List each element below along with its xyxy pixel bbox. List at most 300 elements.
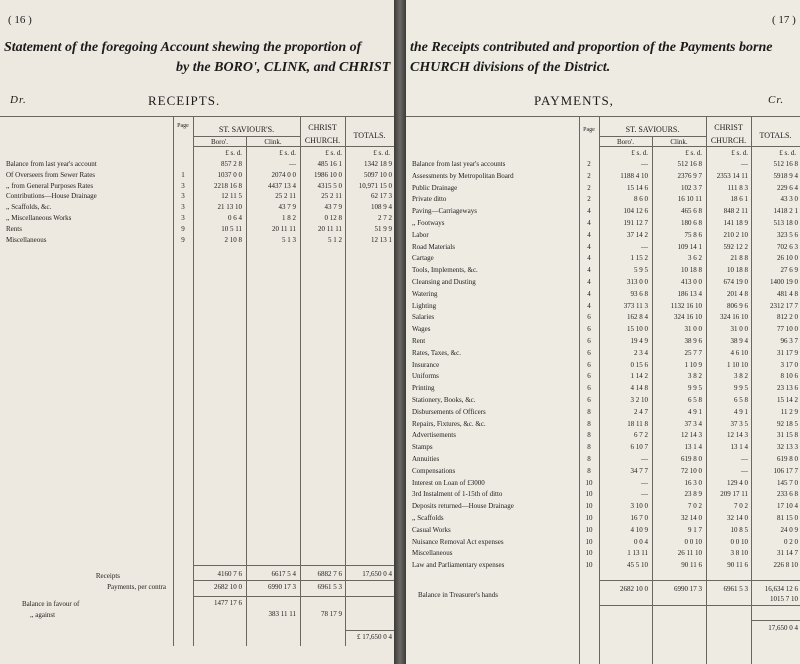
cell-boro: 191 12 7 xyxy=(623,219,648,227)
totals-clink: 6990 17 3 xyxy=(674,585,702,593)
against-clink: 383 11 11 xyxy=(268,610,296,618)
cell-total: 96 3 7 xyxy=(780,337,798,345)
cell-total: 43 3 0 xyxy=(780,195,798,204)
cell-christ: 90 11 6 xyxy=(727,561,748,570)
cell-label: Wages xyxy=(412,325,431,334)
page-col-header: Page xyxy=(177,123,189,129)
rule xyxy=(193,596,394,597)
cell-page: 9 xyxy=(181,224,185,233)
final-total-left: £ 17,650 0 4 xyxy=(357,633,392,641)
cell-page: 1 xyxy=(181,170,185,179)
cell-boro: — xyxy=(641,490,648,499)
cell-christ: 141 18 9 xyxy=(723,219,748,227)
cell-christ: 18 6 1 xyxy=(730,195,748,204)
cell-christ: — xyxy=(741,455,748,463)
cell-label: 3rd Instalment of 1-15th of ditto xyxy=(412,490,503,499)
cell-boro: 2218 16 8 xyxy=(214,181,242,190)
cell-page: 6 xyxy=(587,360,591,369)
cell-clink: 7 0 2 xyxy=(688,502,702,511)
cell-label: Stamps xyxy=(412,443,433,452)
cell-clink: 23 8 9 xyxy=(684,490,702,499)
cell-clink: — xyxy=(289,160,296,168)
lsd-header: £ s. d. xyxy=(325,149,342,157)
cell-boro: 1037 0 0 xyxy=(217,170,242,179)
cell-clink: 43 7 9 xyxy=(278,203,296,212)
right-page xyxy=(406,0,800,664)
cell-christ: — xyxy=(741,466,748,475)
cell-clink: 4 9 1 xyxy=(688,407,702,416)
cell-total: 1400 19 0 xyxy=(770,278,798,286)
cell-boro: 15 14 6 xyxy=(627,183,648,192)
cell-christ: 32 14 0 xyxy=(727,514,748,522)
cell-clink: 16 10 11 xyxy=(677,195,702,204)
cell-clink: 1132 16 10 xyxy=(670,301,702,310)
cell-boro: 1 13 11 xyxy=(627,549,648,558)
cell-boro: 15 10 0 xyxy=(627,325,648,334)
cell-total: 5097 10 0 xyxy=(364,170,392,179)
cell-christ: 25 2 11 xyxy=(321,192,342,201)
cell-label: Private ditto xyxy=(412,195,447,204)
cell-christ: 210 2 10 xyxy=(723,230,748,239)
cell-christ: 806 9 6 xyxy=(727,301,748,310)
cell-christ: 10 18 8 xyxy=(727,266,748,275)
clink-header: Clink. xyxy=(264,138,282,146)
cell-boro: 857 2 8 xyxy=(221,160,242,168)
boro-header: Boro'. xyxy=(616,138,634,146)
cell-page: 4 xyxy=(587,219,591,227)
cell-christ: 9 9 5 xyxy=(734,384,748,393)
cell-clink: 25 2 11 xyxy=(275,192,296,201)
cell-boro: — xyxy=(641,478,648,487)
cell-clink: 12 14 3 xyxy=(681,431,702,440)
cell-clink: 619 8 0 xyxy=(681,455,702,463)
cell-total: 51 9 9 xyxy=(374,224,392,233)
book-gutter xyxy=(394,0,406,664)
cell-page: 6 xyxy=(587,348,591,357)
cell-label: Tools, Implements, &c. xyxy=(412,266,478,275)
cell-total: 5918 9 4 xyxy=(773,171,798,180)
cell-boro: 1188 4 10 xyxy=(620,171,648,180)
clink-header: Clink. xyxy=(670,138,688,146)
boro-header: Boro'. xyxy=(210,138,228,146)
title-line-1-right: the Receipts contributed and proportion of the Payments borne xyxy=(410,40,773,55)
cell-christ: 3 8 10 xyxy=(730,549,748,558)
cell-total: 0 2 0 xyxy=(784,537,798,546)
cell-clink: 4437 13 4 xyxy=(268,181,296,190)
cell-total: 812 2 0 xyxy=(777,313,798,322)
st-saviours-header: ST. SAVIOURS. xyxy=(625,125,680,134)
cell-page: 8 xyxy=(587,443,591,452)
cell-label: ,, Scaffolds xyxy=(412,514,444,522)
cell-boro: 0 15 6 xyxy=(630,360,648,369)
payments-label: Payments, per contra xyxy=(107,583,166,591)
cell-page: 8 xyxy=(587,407,591,416)
title-line-2-right: CHURCH divisions of the District. xyxy=(410,60,611,75)
cell-boro: 34 7 7 xyxy=(630,466,648,475)
cell-christ: 1986 10 0 xyxy=(314,170,342,179)
dr-label: Dr. xyxy=(10,94,27,106)
cell-total: 24 0 9 xyxy=(780,525,798,534)
cell-clink: 186 13 4 xyxy=(677,289,702,298)
cell-clink: 72 10 0 xyxy=(681,466,702,475)
cell-total: 106 17 7 xyxy=(773,466,798,475)
cell-boro: 12 11 5 xyxy=(221,192,242,201)
rule xyxy=(193,580,394,581)
cell-page: 6 xyxy=(587,396,591,404)
cell-total: 512 16 8 xyxy=(773,160,798,168)
rule xyxy=(345,630,394,631)
cell-label: Cartage xyxy=(412,254,434,263)
cell-boro: — xyxy=(641,455,648,463)
cell-christ: 592 12 2 xyxy=(723,242,748,251)
cell-total: 323 5 6 xyxy=(777,230,798,239)
cell-label: Balance from last year's account xyxy=(6,160,97,168)
cell-total: 8 10 6 xyxy=(780,372,798,381)
cell-clink: 6 5 8 xyxy=(688,396,702,404)
cell-boro: — xyxy=(641,160,648,168)
cell-total: 11 2 9 xyxy=(780,407,798,416)
cell-label: Law and Parliamentary expenses xyxy=(412,561,505,570)
lsd-header: £ s. d. xyxy=(731,149,748,157)
cell-clink: 180 6 8 xyxy=(681,219,702,227)
totals-boro: 2682 10 0 xyxy=(620,585,648,593)
cell-label: Cleansing and Dusting xyxy=(412,278,476,286)
cell-label: Miscellaneous xyxy=(6,235,47,244)
cell-total: 31 17 9 xyxy=(777,348,798,357)
cell-label: Public Drainage xyxy=(412,183,458,192)
cell-boro: 1 15 2 xyxy=(630,254,648,263)
cell-boro: 2 4 7 xyxy=(634,407,648,416)
cell-boro: — xyxy=(641,242,648,251)
cell-christ: 209 17 11 xyxy=(720,490,748,499)
cell-christ: 6 5 8 xyxy=(734,396,748,404)
cell-boro: 37 14 2 xyxy=(627,230,648,239)
payments-boro: 2682 10 0 xyxy=(214,583,242,591)
cell-clink: 90 11 6 xyxy=(681,561,702,570)
cell-total: 233 6 8 xyxy=(777,490,798,499)
cell-boro: 313 0 0 xyxy=(627,278,648,286)
cell-total: 23 13 6 xyxy=(777,384,798,393)
cell-label: Assessments by Metropolitan Board xyxy=(412,171,514,180)
cell-clink: 1 8 2 xyxy=(282,214,296,222)
cell-clink: 3 8 2 xyxy=(688,372,702,381)
page-number-right: ( 17 ) xyxy=(772,14,796,26)
cell-label: Of Overseers from Sewer Rates xyxy=(6,170,96,179)
lsd-header: £ s. d. xyxy=(279,149,296,157)
cell-label: Insurance xyxy=(412,360,440,369)
cell-page: 10 xyxy=(585,525,593,534)
cell-christ: 10 8 5 xyxy=(730,525,748,534)
cell-christ: 324 16 10 xyxy=(720,313,748,322)
church-header: CHURCH. xyxy=(710,136,747,145)
cell-total: 3 17 0 xyxy=(780,360,798,369)
cell-label: Stationery, Books, &c. xyxy=(412,396,476,404)
cell-christ: 129 4 0 xyxy=(727,478,748,487)
cell-clink: 13 1 4 xyxy=(684,443,702,452)
cell-clink: 1 10 9 xyxy=(684,360,702,369)
church-header: CHURCH. xyxy=(304,136,341,145)
cell-label: ,, Scaffolds, &c. xyxy=(6,203,52,212)
cell-christ: 2353 14 11 xyxy=(716,171,748,180)
rule xyxy=(406,116,800,117)
cell-page: 10 xyxy=(585,537,593,546)
rule xyxy=(751,620,800,621)
st-saviours-header: ST. SAVIOUR'S. xyxy=(218,125,275,134)
cell-clink: 2074 0 0 xyxy=(271,170,296,179)
receipts-clink: 6617 5 4 xyxy=(271,570,296,578)
cell-page: 4 xyxy=(587,301,591,310)
against-christ: 78 17 9 xyxy=(321,610,342,618)
cell-page: 8 xyxy=(587,419,591,428)
cell-christ: 485 16 1 xyxy=(317,160,342,168)
cell-boro: 16 7 0 xyxy=(630,514,648,522)
cell-label: Rates, Taxes, &c. xyxy=(412,348,461,357)
cell-christ: 111 8 3 xyxy=(727,183,748,192)
cell-christ: 4 9 1 xyxy=(734,407,748,416)
cell-label: Labor xyxy=(412,230,429,239)
cell-total: 2 7 2 xyxy=(378,214,392,222)
cell-page: 8 xyxy=(587,431,591,440)
title-line-1-left: Statement of the foregoing Account shewing the proportion of xyxy=(4,40,362,55)
lsd-header: £ s. d. xyxy=(685,149,702,157)
lsd-header: £ s. d. xyxy=(373,149,390,157)
cell-christ: 20 11 11 xyxy=(318,224,342,233)
rule xyxy=(0,116,394,117)
cell-clink: 31 0 0 xyxy=(684,325,702,334)
totals-header: TOTALS. xyxy=(759,131,792,140)
cell-clink: 413 0 0 xyxy=(681,278,702,286)
cell-total: 108 9 4 xyxy=(371,203,392,212)
totals-christ: 6961 5 3 xyxy=(723,585,748,593)
favour-boro: 1477 17 6 xyxy=(214,599,242,607)
cell-total: 26 10 0 xyxy=(777,254,798,263)
cell-boro: 6 7 2 xyxy=(634,431,648,440)
cell-boro: 2 10 8 xyxy=(224,235,242,244)
cell-page: 2 xyxy=(587,183,591,192)
cell-clink: 37 3 4 xyxy=(684,419,702,428)
cell-total: 81 15 0 xyxy=(777,514,798,522)
cell-label: Printing xyxy=(412,384,435,393)
cell-boro: 21 13 10 xyxy=(217,203,242,212)
cell-clink: 0 0 10 xyxy=(684,537,702,546)
cell-page: 3 xyxy=(181,181,185,190)
cell-boro: 5 9 5 xyxy=(634,266,648,275)
balance-favour-label: Balance in favour of xyxy=(22,600,80,608)
cell-boro: 8 6 0 xyxy=(634,195,648,204)
lsd-header: £ s. d. xyxy=(779,149,796,157)
cell-label: Interest on Loan of £3000 xyxy=(412,478,485,487)
receipts-total: 17,650 0 4 xyxy=(362,570,392,578)
cell-label: Disbursements of Officers xyxy=(412,407,486,416)
cell-page: 4 xyxy=(587,254,591,263)
cell-clink: 2376 9 7 xyxy=(677,171,702,180)
cell-clink: 465 6 8 xyxy=(681,207,702,216)
cell-total: 481 4 8 xyxy=(777,289,798,298)
cell-clink: 5 1 3 xyxy=(282,235,296,244)
cell-christ: 7 0 2 xyxy=(734,502,748,511)
cell-boro: 19 4 9 xyxy=(630,337,648,345)
cell-page: 4 xyxy=(587,278,591,286)
cell-christ: 0 12 8 xyxy=(324,214,342,222)
cell-christ: 12 14 3 xyxy=(727,431,748,440)
cell-christ: 0 0 10 xyxy=(730,537,748,546)
cell-total: 229 6 4 xyxy=(777,183,798,192)
cell-christ: 674 19 0 xyxy=(723,278,748,286)
cell-page: 2 xyxy=(587,171,591,180)
cell-boro: 4 14 8 xyxy=(630,384,648,393)
cell-page: 4 xyxy=(587,242,591,251)
cell-boro: 10 5 11 xyxy=(221,224,242,233)
cell-christ: 43 7 9 xyxy=(324,203,342,212)
cell-total: 10,971 15 0 xyxy=(358,181,392,190)
cell-page: 10 xyxy=(585,514,593,522)
cell-label: Casual Works xyxy=(412,525,451,534)
cell-total: 77 10 0 xyxy=(777,325,798,334)
cell-clink: 20 11 11 xyxy=(272,224,296,233)
receipts-label: Receipts xyxy=(95,572,120,580)
cell-total: 513 18 0 xyxy=(773,219,798,227)
payments-christ: 6961 5 3 xyxy=(317,583,342,591)
cell-page: 6 xyxy=(587,325,591,334)
cell-christ: 201 4 8 xyxy=(727,289,748,298)
cell-page: 10 xyxy=(585,478,593,487)
cell-page: 4 xyxy=(587,207,591,216)
cell-clink: 512 16 8 xyxy=(677,160,702,168)
cell-page: 6 xyxy=(587,384,591,393)
cell-page: 6 xyxy=(587,313,591,322)
cell-boro: 3 2 10 xyxy=(630,396,648,404)
cell-christ: 848 2 11 xyxy=(723,207,748,216)
cell-label: Road Materials xyxy=(412,242,455,251)
cell-christ: 1 10 10 xyxy=(727,360,748,369)
cell-label: Rents xyxy=(6,224,22,233)
payments-clink: 6990 17 3 xyxy=(268,583,296,591)
cell-page: 2 xyxy=(587,195,591,204)
receipts-christ: 6882 7 6 xyxy=(317,570,342,578)
christ-header: CHRIST xyxy=(714,123,743,132)
cell-label: Compensations xyxy=(412,466,456,475)
cr-label: Cr. xyxy=(768,94,785,106)
cell-clink: 9 9 5 xyxy=(688,384,702,393)
totals-total: 16,634 12 6 xyxy=(764,585,798,593)
cell-christ: 21 8 8 xyxy=(730,254,748,263)
cell-label: Advertisements xyxy=(412,431,456,440)
cell-page: 2 xyxy=(587,160,591,168)
page-number-left: ( 16 ) xyxy=(8,14,32,26)
cell-page: 3 xyxy=(181,192,185,201)
page-col-header: Page xyxy=(583,127,595,133)
cell-label: ,, Footways xyxy=(412,219,445,227)
cell-page: 9 xyxy=(181,235,185,244)
cell-total: 31 14 7 xyxy=(777,549,798,558)
cell-boro: 162 8 4 xyxy=(627,313,648,322)
cell-label: ,, from General Purposes Rates xyxy=(6,181,94,190)
cell-clink: 109 14 1 xyxy=(677,242,702,251)
rule xyxy=(599,605,800,606)
cell-clink: 9 1 7 xyxy=(688,525,702,534)
cell-boro: 3 10 0 xyxy=(630,502,648,511)
cell-boro: 1 14 2 xyxy=(630,372,648,381)
cell-total: 62 17 3 xyxy=(371,192,392,201)
cell-total: 1342 18 9 xyxy=(364,160,392,168)
cell-total: 2312 17 7 xyxy=(770,301,798,310)
cell-label: Salaries xyxy=(412,313,435,322)
cell-page: 4 xyxy=(587,230,591,239)
cell-boro: 18 11 8 xyxy=(627,419,648,428)
cell-label: Nuisance Removal Act expenses xyxy=(412,537,504,546)
cell-page: 6 xyxy=(587,337,591,345)
receipts-heading: RECEIPTS. xyxy=(148,93,221,108)
cell-clink: 32 14 0 xyxy=(681,514,702,522)
treasurer-label: Balance in Treasurer's hands xyxy=(418,591,498,599)
totals-header: TOTALS. xyxy=(353,131,386,140)
cell-label: Deposits returned—House Drainage xyxy=(412,502,514,511)
cell-page: 4 xyxy=(587,266,591,275)
lsd-header: £ s. d. xyxy=(631,149,648,157)
cell-label: Contributions—House Drainage xyxy=(6,192,97,201)
payments-heading: PAYMENTS, xyxy=(534,93,614,108)
cell-page: 6 xyxy=(587,372,591,381)
cell-page: 10 xyxy=(585,490,593,499)
cell-page: 10 xyxy=(585,502,593,511)
treasurer-total: 1015 7 10 xyxy=(770,595,798,603)
cell-label: Rent xyxy=(412,337,426,345)
cell-clink: 38 9 6 xyxy=(684,337,702,345)
cell-page: 10 xyxy=(585,561,593,570)
cell-christ: 38 9 4 xyxy=(730,337,748,345)
cell-clink: 102 3 7 xyxy=(681,183,702,192)
cell-page: 3 xyxy=(181,203,185,212)
cell-christ: 31 0 0 xyxy=(730,325,748,334)
cell-clink: 324 16 10 xyxy=(674,313,702,322)
cell-boro: 93 6 8 xyxy=(630,289,648,298)
cell-clink: 10 18 8 xyxy=(681,266,702,275)
cell-boro: 0 6 4 xyxy=(228,214,242,222)
cell-page: 8 xyxy=(587,455,591,463)
title-line-2-left: by the BORO', CLINK, and CHRIST xyxy=(176,60,391,75)
receipts-boro: 4160 7 6 xyxy=(217,570,242,578)
cell-total: 12 13 1 xyxy=(371,235,392,244)
cell-page: 8 xyxy=(587,466,591,475)
cell-page: 4 xyxy=(587,289,591,298)
cell-clink: 25 7 7 xyxy=(684,348,702,357)
lsd-header: £ s. d. xyxy=(225,149,242,157)
cell-label: Annuities xyxy=(412,455,440,463)
cell-christ: 4315 5 0 xyxy=(317,181,342,190)
cell-label: Balance from last year's accounts xyxy=(412,160,506,168)
final-total-right: 17,650 0 4 xyxy=(768,624,798,632)
cell-total: 1418 2 1 xyxy=(773,207,798,216)
cell-boro: 45 5 10 xyxy=(627,561,648,570)
cell-christ: 13 1 4 xyxy=(730,443,748,452)
cell-christ: 3 8 2 xyxy=(734,372,748,381)
cell-total: 32 13 3 xyxy=(777,443,798,452)
cell-boro: 2 3 4 xyxy=(634,348,648,357)
cell-label: ,, Miscellaneous Works xyxy=(6,214,72,222)
cell-boro: 104 12 6 xyxy=(623,207,648,216)
rule xyxy=(599,580,800,581)
cell-total: 619 8 0 xyxy=(777,455,798,463)
cell-clink: 16 3 0 xyxy=(684,478,702,487)
cell-label: Paving—Carriageways xyxy=(412,207,477,216)
cell-boro: 0 0 4 xyxy=(634,537,648,546)
cell-christ: — xyxy=(741,160,748,168)
cell-boro: 6 10 7 xyxy=(630,443,648,452)
cell-label: Watering xyxy=(412,289,438,298)
cell-page: 3 xyxy=(181,214,185,222)
left-page xyxy=(0,0,394,664)
cell-label: Lighting xyxy=(412,301,437,310)
